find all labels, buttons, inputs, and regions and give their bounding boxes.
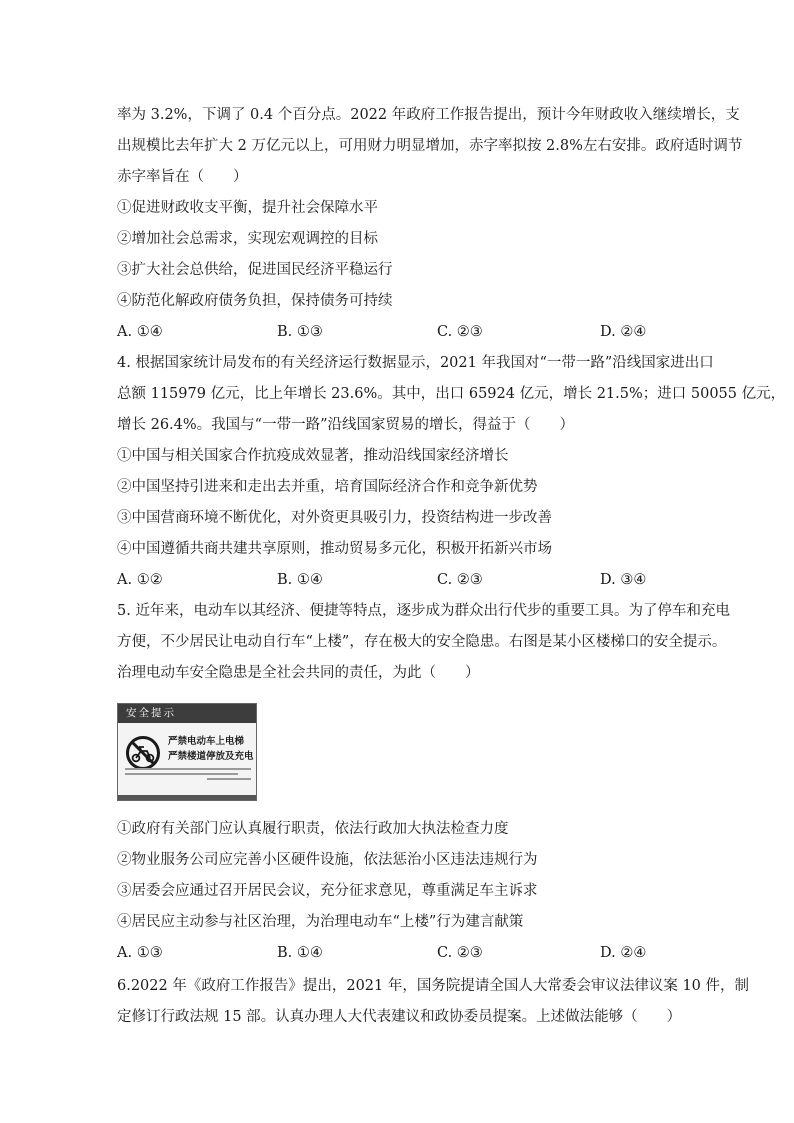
q4-option-d[interactable]: D. ③④: [600, 572, 647, 588]
q5-option-c[interactable]: C. ②③: [437, 945, 483, 961]
q4-statement-1: ①中国与相关国家合作抗疫成效显著，推动沿线国家经济增长: [117, 448, 509, 464]
notice-bottom-bar: [118, 795, 256, 800]
q4-option-a[interactable]: A. ①②: [117, 572, 163, 588]
q4-stem-line-2: 总额 115979 亿元，比上年增长 23.6%。其中，出口 65924 亿元，增长 21.5%；进口 50055 亿元，: [117, 386, 786, 402]
q5-statement-3: ③居委会应通过召开居民会议，充分征求意见，尊重满足车主诉求: [117, 883, 538, 899]
q4-stem-line-1: 4. 根据国家统计局发布的有关经济运行数据显示，2021 年我国对“一带一路”沿线国家进出口: [117, 355, 714, 371]
q5-option-d[interactable]: D. ②④: [600, 945, 647, 961]
q4-statement-4: ④中国遵循共商共建共享原则，推动贸易多元化，积极开拓新兴市场: [117, 541, 552, 557]
q4-statement-3: ③中国营商环境不断优化，对外资更具吸引力，投资结构进一步改善: [117, 510, 552, 526]
q5-stem-line-1: 5. 近年来，电动车以其经济、便捷等特点，逐步成为群众出行代步的重要工具。为了停车和充电: [117, 603, 730, 619]
q3-stem-line-1: 率为 3.2%，下调了 0.4 个百分点。2022 年政府工作报告提出，预计今年财政收入继续增长，支: [117, 107, 740, 123]
q3-statement-3: ③扩大社会总供给，促进国民经济平稳运行: [117, 262, 393, 278]
notice-line-2: 严禁楼道停放及充电: [168, 751, 254, 762]
q4-statement-2: ②中国坚持引进来和走出去并重，培育国际经济合作和竞争新优势: [117, 479, 538, 495]
notice-header: 安全提示: [118, 704, 256, 723]
q3-statement-4: ④防范化解政府债务负担，保持债务可持续: [117, 293, 393, 309]
no-electric-bike-icon: [125, 735, 161, 771]
q3-statement-1: ①促进财政收支平衡，提升社会保障水平: [117, 200, 378, 216]
q5-stem-line-2: 方便，不少居民让电动自行车“上楼”，存在极大的安全隐患。右图是某小区楼梯口的安全提示。: [117, 634, 727, 650]
q5-statement-1: ①政府有关部门应认真履行职责，依法行政加大执法检查力度: [117, 821, 509, 837]
q6-stem-line-2: 定修订行政法规 15 部。认真办理人大代表建议和政协委员提案。上述做法能够（ ）: [117, 1009, 682, 1025]
q5-option-a[interactable]: A. ①③: [117, 945, 163, 961]
q4-options: [117, 570, 677, 590]
notice-line-1: 严禁电动车上电梯: [168, 736, 245, 747]
q5-stem-line-3: 治理电动车安全隐患是全社会共同的责任，为此（ ）: [117, 665, 480, 681]
q3-stem-line-3: 赤字率旨在（ ）: [117, 169, 248, 185]
q3-statement-2: ②增加社会总需求，实现宏观调控的目标: [117, 231, 378, 247]
q3-option-a[interactable]: A. ①④: [117, 324, 163, 340]
q5-options: [117, 943, 677, 963]
q4-option-c[interactable]: C. ②③: [437, 572, 483, 588]
q5-option-b[interactable]: B. ①④: [277, 945, 323, 961]
safety-notice-image: [117, 703, 257, 801]
q4-stem-line-3: 增长 26.4%。我国与“一带一路”沿线国家贸易的增长，得益于（ ）: [117, 417, 574, 433]
q3-stem-line-2: 出规模比去年扩大 2 万亿元以上，可用财力明显增加，赤字率拟按 2.8%左右安排。政府适时调节: [117, 138, 743, 154]
q5-statement-2: ②物业服务公司应完善小区硬件设施，依法惩治小区违法违规行为: [117, 852, 538, 868]
q5-statement-4: ④居民应主动参与社区治理，为治理电动车“上楼”行为建言献策: [117, 914, 524, 930]
q3-option-b[interactable]: B. ①③: [277, 324, 323, 340]
q3-option-d[interactable]: D. ②④: [600, 324, 647, 340]
q3-option-c[interactable]: C. ②③: [437, 324, 483, 340]
q3-options: [117, 322, 677, 342]
q6-stem-line-1: 6.2022 年《政府工作报告》提出，2021 年，国务院提请全国人大常委会审议法律议案 10 件，制: [117, 978, 750, 994]
q4-option-b[interactable]: B. ①④: [277, 572, 323, 588]
notice-fine-print: [125, 768, 251, 782]
